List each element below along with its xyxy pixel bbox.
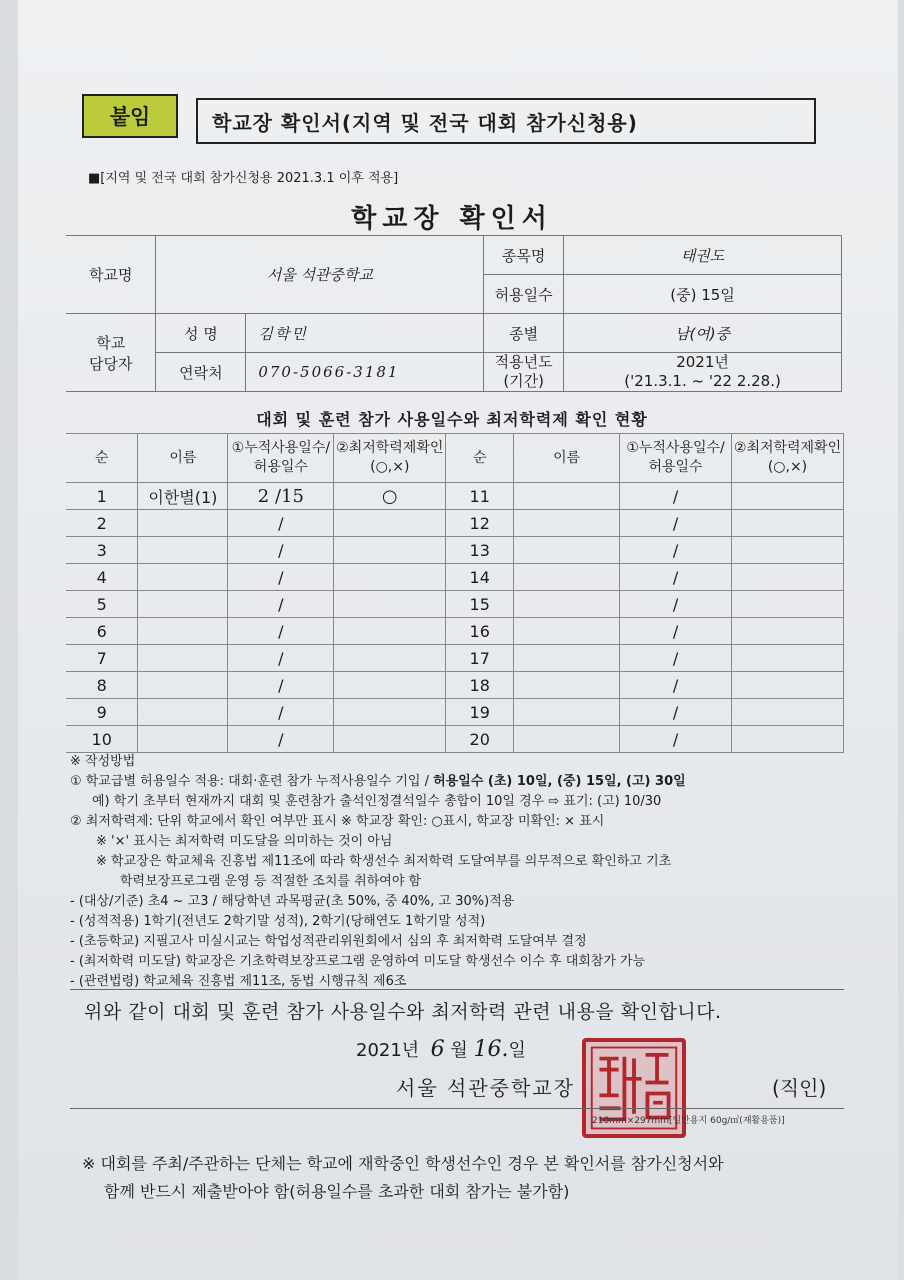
type-value: 남(여)중 xyxy=(564,314,842,353)
contact-label: 연락처 xyxy=(156,353,246,392)
info-table xyxy=(66,235,842,392)
usage-section-title: 대회 및 훈련 참가 사용일수와 최저학력제 확인 현황 xyxy=(256,410,648,429)
date-month: 6 xyxy=(430,1037,445,1062)
row-check-2 xyxy=(732,645,844,672)
row-name-2 xyxy=(514,726,620,753)
col-check-2: ②최저학력제확인(○,×) xyxy=(732,434,844,483)
date-day: 16. xyxy=(473,1037,509,1062)
usage-header-row xyxy=(66,434,844,483)
date-year: 2021년 xyxy=(356,1040,420,1061)
row-days-2: / xyxy=(620,591,732,618)
row-name xyxy=(138,699,228,726)
instructions-heading: ※ 작성방법 xyxy=(70,754,136,769)
period-value: ('21.3.1. ~ '22 2.28.) xyxy=(624,372,781,390)
row-check-2 xyxy=(732,726,844,753)
row-check-2 xyxy=(732,537,844,564)
instruction-2: ② 최저학력제: 단위 학교에서 확인 여부만 표시 ※ 학교장 확인: ○표시, 학교장 미확인: × 표시 xyxy=(70,814,605,829)
row-no: 2 xyxy=(66,510,138,537)
row-days: / xyxy=(228,618,334,645)
row-check-2 xyxy=(732,672,844,699)
row-days-2: / xyxy=(620,645,732,672)
row-no-2: 15 xyxy=(446,591,514,618)
row-check: ○ xyxy=(334,483,446,510)
table-row xyxy=(66,699,844,726)
row-days: / xyxy=(228,510,334,537)
instruction-7: - (초등학교) 지필고사 미실시교는 학업성적관리위원회에서 심의 후 최저학력 도달여부 결정 xyxy=(70,934,587,949)
row-days-2: / xyxy=(620,618,732,645)
col-no-2: 순 xyxy=(446,434,514,483)
instruction-1-example: 예) 학기 초부터 현재까지 대회 및 훈련참가 출석인정결석일수 총합이 10일 경우 ⇨ 표기: (고) 10/30 xyxy=(92,794,662,809)
row-no-2: 13 xyxy=(446,537,514,564)
contact-value: 070-5066-3181 xyxy=(246,353,484,392)
row-no-2: 19 xyxy=(446,699,514,726)
row-name-2 xyxy=(514,672,620,699)
row-no: 8 xyxy=(66,672,138,699)
row-no: 7 xyxy=(66,645,138,672)
row-check-2 xyxy=(732,699,844,726)
row-check xyxy=(334,564,446,591)
manager-label-line1: 학교 xyxy=(96,333,126,352)
row-check-2 xyxy=(732,618,844,645)
instruction-4b: 학력보장프로그램 운영 등 적절한 조치를 취하여야 함 xyxy=(120,874,422,889)
row-days: / xyxy=(228,537,334,564)
row-no-2: 20 xyxy=(446,726,514,753)
row-check xyxy=(334,645,446,672)
row-name xyxy=(138,645,228,672)
year-label-line2: (기간) xyxy=(503,372,544,390)
sport-value: 태권도 xyxy=(564,236,842,275)
row-days-2: / xyxy=(620,510,732,537)
row-check-2 xyxy=(732,591,844,618)
instruction-5: - (대상/기준) 초4 ~ 고3 / 해당학년 과목평균(초 50%, 중 40%, 고 30%)적용 xyxy=(70,894,515,909)
confirm-date xyxy=(356,1036,526,1062)
table-row xyxy=(66,618,844,645)
row-no: 10 xyxy=(66,726,138,753)
row-name: 이한별(1) xyxy=(138,483,228,510)
school-label: 학교명 xyxy=(66,236,156,314)
row-check xyxy=(334,672,446,699)
table-row xyxy=(66,510,844,537)
year-label-line1: 적용년도 xyxy=(494,353,553,371)
row-name xyxy=(138,510,228,537)
row-no: 4 xyxy=(66,564,138,591)
row-no: 1 xyxy=(66,483,138,510)
year-label xyxy=(484,353,564,392)
submission-footnote xyxy=(82,1150,724,1206)
row-days: / xyxy=(228,699,334,726)
row-check xyxy=(334,591,446,618)
row-no: 6 xyxy=(66,618,138,645)
divider-bottom xyxy=(70,1108,844,1109)
row-check xyxy=(334,699,446,726)
days-label: 허용일수 xyxy=(484,275,564,314)
row-name-2 xyxy=(514,483,620,510)
row-no: 5 xyxy=(66,591,138,618)
instruction-4a: ※ 학교장은 학교체육 진흥법 제11조에 따라 학생선수 최저학력 도달여부를 의무적으로 확인하고 기초 xyxy=(96,854,672,869)
col-days: ①누적사용일수/허용일수 xyxy=(228,434,334,483)
manager-label xyxy=(66,314,156,392)
instruction-1b: 허용일수 (초) 10일, (중) 15일, (고) 30일 xyxy=(433,774,686,789)
row-check-2 xyxy=(732,564,844,591)
instruction-3: ※ '×' 표시는 최저학력 미도달을 의미하는 것이 아님 xyxy=(96,834,393,849)
instruction-8: - (최저학력 미도달) 학교장은 기초학력보장프로그램 운영하여 미도달 학생선수 이수 후 대회참가 가능 xyxy=(70,954,646,969)
row-name-2 xyxy=(514,591,620,618)
usage-table xyxy=(66,433,844,753)
row-days-2: / xyxy=(620,672,732,699)
row-days: / xyxy=(228,726,334,753)
sport-label: 종목명 xyxy=(484,236,564,275)
paper-spec: 210mm×297mm[일반용지 60g/㎡(재활용품)] xyxy=(592,1116,785,1126)
row-days-2: / xyxy=(620,726,732,753)
name-value: 김학민 xyxy=(246,314,484,353)
row-no: 9 xyxy=(66,699,138,726)
table-row xyxy=(66,726,844,753)
table-row xyxy=(66,564,844,591)
row-name xyxy=(138,537,228,564)
instruction-6: - (성적적용) 1학기(전년도 2학기말 성적), 2학기(당해연도 1학기말 성적) xyxy=(70,914,486,929)
principal-name: 서울 석관중학교장 xyxy=(396,1076,575,1100)
row-check xyxy=(334,618,446,645)
row-name xyxy=(138,591,228,618)
row-days: 2 /15 xyxy=(228,483,334,510)
row-check xyxy=(334,537,446,564)
row-name-2 xyxy=(514,699,620,726)
table-row xyxy=(66,672,844,699)
row-check-2 xyxy=(732,483,844,510)
days-value: (중) 15일 xyxy=(564,275,842,314)
table-row xyxy=(66,591,844,618)
row-name xyxy=(138,726,228,753)
row-no-2: 16 xyxy=(446,618,514,645)
manager-label-line2: 담당자 xyxy=(88,354,133,373)
row-no-2: 18 xyxy=(446,672,514,699)
divider-top xyxy=(70,989,844,990)
row-check xyxy=(334,510,446,537)
instruction-1a: ① 학교급별 허용일수 적용: 대회·훈련 참가 누적사용일수 기입 / xyxy=(70,774,434,789)
row-name xyxy=(138,618,228,645)
school-value: 서울 석관중학교 xyxy=(156,236,484,314)
col-name-2: 이름 xyxy=(514,434,620,483)
row-name-2 xyxy=(514,510,620,537)
row-name xyxy=(138,564,228,591)
applicability-note: ■[지역 및 전국 대회 참가신청용 2021.3.1 이후 적용] xyxy=(88,171,399,186)
row-days: / xyxy=(228,672,334,699)
row-no-2: 12 xyxy=(446,510,514,537)
row-days-2: / xyxy=(620,699,732,726)
row-name-2 xyxy=(514,537,620,564)
document-title: 학교장 확인서 xyxy=(351,204,553,234)
table-row xyxy=(66,483,844,510)
instruction-9: - (관련법령) 학교체육 진흥법 제11조, 동법 시행규칙 제6조 xyxy=(70,974,407,989)
row-days: / xyxy=(228,645,334,672)
row-days-2: / xyxy=(620,537,732,564)
name-label: 성 명 xyxy=(156,314,246,353)
year-value-line: 2021년 xyxy=(676,353,729,371)
row-name-2 xyxy=(514,564,620,591)
table-row xyxy=(66,645,844,672)
footnote-line2: 함께 반드시 제출받아야 함(허용일수를 초과한 대회 참가는 불가함) xyxy=(104,1182,570,1201)
table-row xyxy=(66,537,844,564)
date-month-unit: 월 xyxy=(450,1040,468,1061)
col-days-2: ①누적사용일수/허용일수 xyxy=(620,434,732,483)
attachment-label: 붙임 xyxy=(82,94,178,138)
date-day-unit: 일 xyxy=(508,1040,526,1061)
year-value xyxy=(564,353,842,392)
row-no-2: 17 xyxy=(446,645,514,672)
row-name-2 xyxy=(514,618,620,645)
row-days: / xyxy=(228,564,334,591)
row-no-2: 11 xyxy=(446,483,514,510)
row-check xyxy=(334,726,446,753)
row-no-2: 14 xyxy=(446,564,514,591)
col-name: 이름 xyxy=(138,434,228,483)
confirm-statement: 위와 같이 대회 및 훈련 참가 사용일수와 최저학력 관련 내용을 확인합니다. xyxy=(84,1001,722,1023)
footnote-line1: ※ 대회를 주최/주관하는 단체는 학교에 재학중인 학생선수인 경우 본 확인서를 참가신청서와 xyxy=(82,1154,724,1173)
row-days-2: / xyxy=(620,483,732,510)
row-name xyxy=(138,672,228,699)
row-days: / xyxy=(228,591,334,618)
instructions xyxy=(70,752,850,992)
instruction-1 xyxy=(70,772,850,792)
col-check: ②최저학력제확인(○,×) xyxy=(334,434,446,483)
col-no: 순 xyxy=(66,434,138,483)
row-no: 3 xyxy=(66,537,138,564)
attachment-title: 학교장 확인서(지역 및 전국 대회 참가신청용) xyxy=(196,98,816,144)
seal-label: (직인) xyxy=(772,1076,827,1100)
row-days-2: / xyxy=(620,564,732,591)
row-check-2 xyxy=(732,510,844,537)
type-label: 종별 xyxy=(484,314,564,353)
row-name-2 xyxy=(514,645,620,672)
